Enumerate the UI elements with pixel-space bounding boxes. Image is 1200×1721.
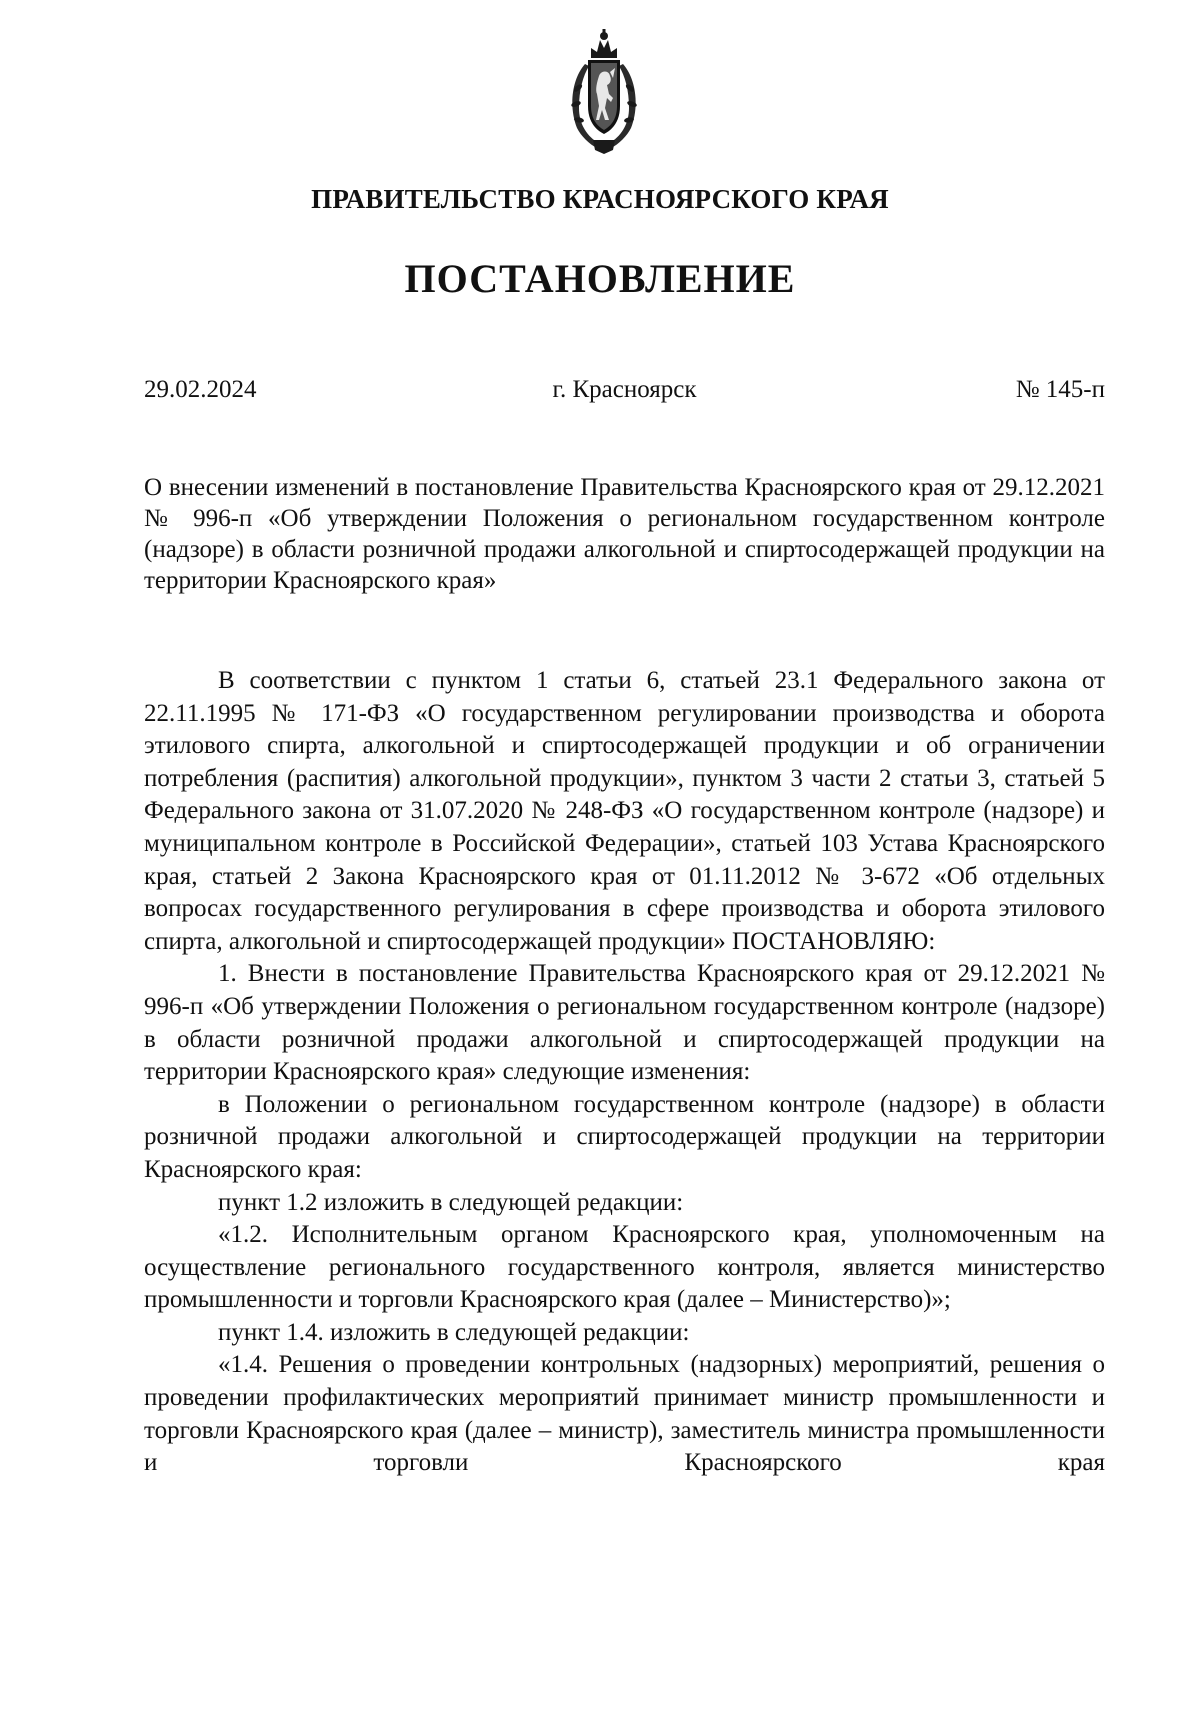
body-paragraph: пункт 1.2 изложить в следующей редакции: (218, 1188, 684, 1216)
body-paragraph: в Положении о региональном государственном контроле (надзоре) в области розничной продажи алкогольной и спиртосодержащей продукции на территории Красноярского края: (144, 1090, 1105, 1183)
body-paragraph: пункт 1.4. изложить в следующей редакции: (218, 1318, 690, 1346)
document-body (144, 665, 1105, 1480)
body-paragraph: 1. Внести в постановление Правительства Красноярского края от 29.12.2021 № 996-п «Об утверждении Положения о региональном государственном контроле (надзоре) в области розничной продажи алкогольной и спиртосодержащей продукции на территории Красноярского края» следующие изменения: (144, 960, 1105, 1086)
document-meta-row (144, 376, 1105, 410)
organization-name: ПРАВИТЕЛЬСТВО КРАСНОЯРСКОГО КРАЯ (311, 184, 889, 214)
body-paragraph: В соответствии с пунктом 1 статьи 6, статьей 23.1 Федерального закона от 22.11.1995 № 171-ФЗ «О государственном регулировании производства и оборота этилового спирта, алкогольной и спиртосодержащей продукции и об ограничении потребления (распития) алкогольной продукции», пунктом 3 части 2 статьи 3, статьей 5 Федерального закона от 31.07.2020 № 248-ФЗ «О государственном контроле (надзоре) и муниципальном контроле в Российской Федерации», статьей 103 Устава Красноярского края, статьей 2 Закона Красноярского края от 01.11.2012 № 3-672 «Об отдельных вопросах государственного регулирования в сфере производства и оборота этилового спирта, алкогольной и спиртосодержащей продукции» ПОСТАНОВЛЯЮ: (144, 667, 1105, 955)
document-city: г. Красноярск (552, 376, 697, 403)
document-date: 29.02.2024 (144, 376, 257, 403)
document-subject: О внесении изменений в постановление Правительства Красноярского края от 29.12.2021 № 996-п «Об утверждении Положения о региональном государственном контроле (надзоре) в области розничной продажи алкогольной и спиртосодержащей продукции на территории Красноярского края» (144, 474, 1105, 594)
body-paragraph: «1.4. Решения о проведении контрольных (надзорных) мероприятий, решения о проведении профилактических мероприятий принимает министр промышленности и торговли Красноярского края (далее – министр), заместитель министра промышленности и торговли Красноярского края (144, 1351, 1105, 1477)
body-paragraph: «1.2. Исполнительным органом Красноярского края, уполномоченным на осуществление регионального государственного контроля, является министерство промышленности и торговли Красноярского края (далее – Министерство)»; (144, 1221, 1105, 1314)
document-type-title: ПОСТАНОВЛЕНИЕ (404, 256, 796, 301)
coat-of-arms-emblem (567, 28, 641, 158)
document-number: № 145-п (1015, 376, 1105, 403)
